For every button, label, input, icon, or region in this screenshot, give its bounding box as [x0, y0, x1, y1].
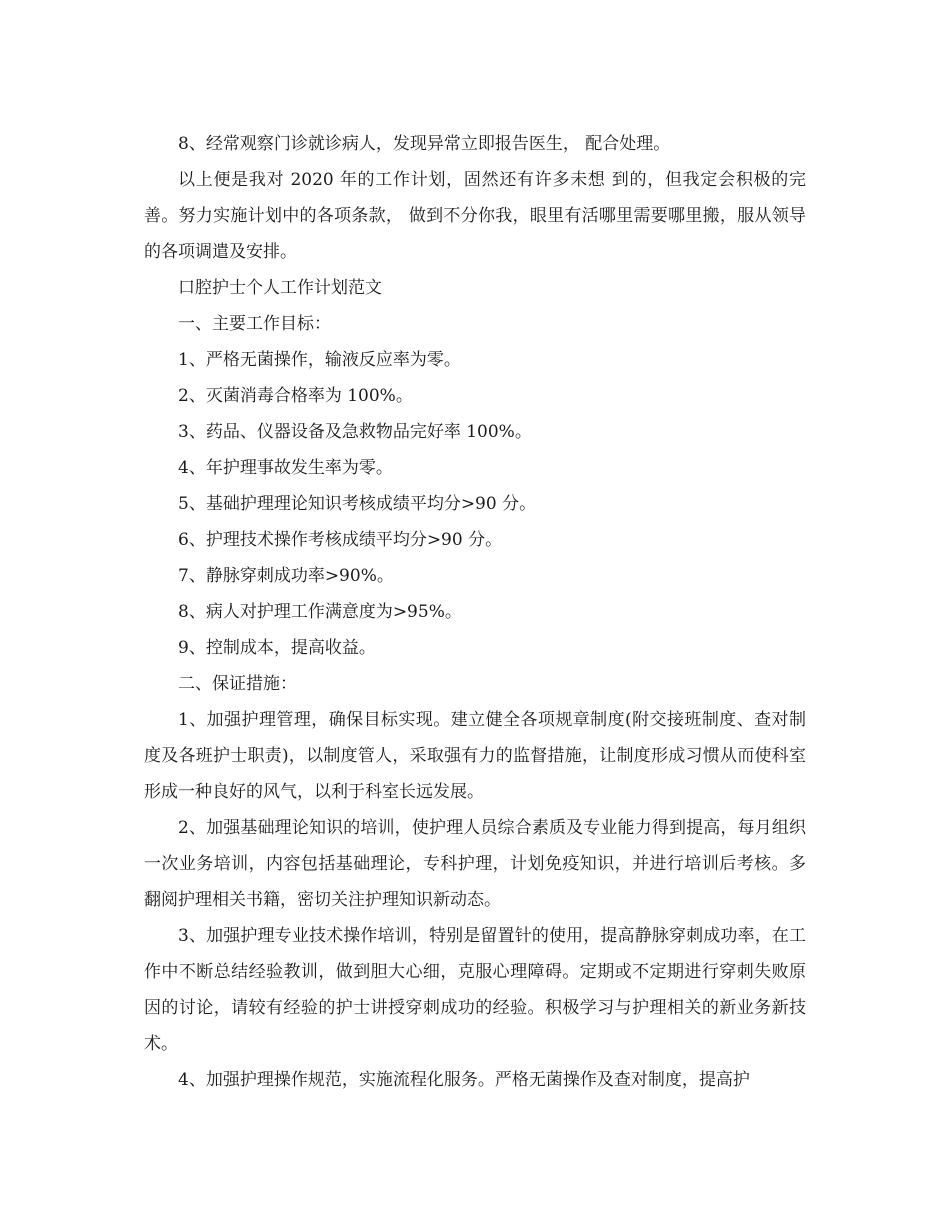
list-item: 1、严格无菌操作，输液反应率为零。: [178, 350, 461, 370]
list-item: 3、药品、仪器设备及急救物品完好率 100%。: [178, 422, 532, 442]
paragraph: 8、经常观察门诊就诊病人，发现异常立即报告医生， 配合处理。: [178, 134, 671, 154]
list-item: 8、病人对护理工作满意度为>95%。: [178, 602, 462, 622]
section-heading: 一、主要工作目标：: [178, 314, 331, 334]
list-item: 2、加强基础理论知识的培训，使护理人员综合素质及专业能力得到提高，每月组织一次业务培训，内容包括基础理论，专科护理，计划免疫知识，并进行培训后考核。多翻阅护理相关书籍，密切关注护理知识新动态。: [144, 818, 806, 910]
section-title: 口腔护士个人工作计划范文: [178, 278, 382, 298]
section-heading: 二、保证措施：: [178, 674, 297, 694]
paragraph: 以上便是我对 2020 年的工作计划，固然还有许多未想 到的，但我定会积极的完善。努力实施计划中的各项条款， 做到不分你我，眼里有活哪里需要哪里搬，服从领导的各项调遣及安排。: [144, 170, 806, 262]
list-item: 4、年护理事故发生率为零。: [178, 458, 393, 478]
list-item: 4、加强护理操作规范，实施流程化服务。严格无菌操作及查对制度，提高护: [178, 1070, 750, 1090]
list-item: 7、静脉穿刺成功率>90%。: [178, 566, 394, 586]
list-item: 5、基础护理理论知识考核成绩平均分>90 分。: [178, 494, 537, 514]
list-item: 1、加强护理管理，确保目标实现。建立健全各项规章制度(附交接班制度、查对制度及各班护士职责)，以制度管人，采取强有力的监督措施，让制度形成习惯从而使科室形成一种良好的风气，以利于科室长远发展。: [144, 710, 806, 802]
list-item: 3、加强护理专业技术操作培训，特别是留置针的使用，提高静脉穿刺成功率，在工作中不断总结经验教训，做到胆大心细，克服心理障碍。定期或不定期进行穿刺失败原因的讨论，请较有经验的护士讲授穿刺成功的经验。积极学习与护理相关的新业务新技术。: [144, 926, 806, 1054]
list-item: 6、护理技术操作考核成绩平均分>90 分。: [178, 530, 503, 550]
list-item: 2、灭菌消毒合格率为 100%。: [178, 386, 413, 406]
list-item: 9、控制成本，提高收益。: [178, 638, 376, 658]
